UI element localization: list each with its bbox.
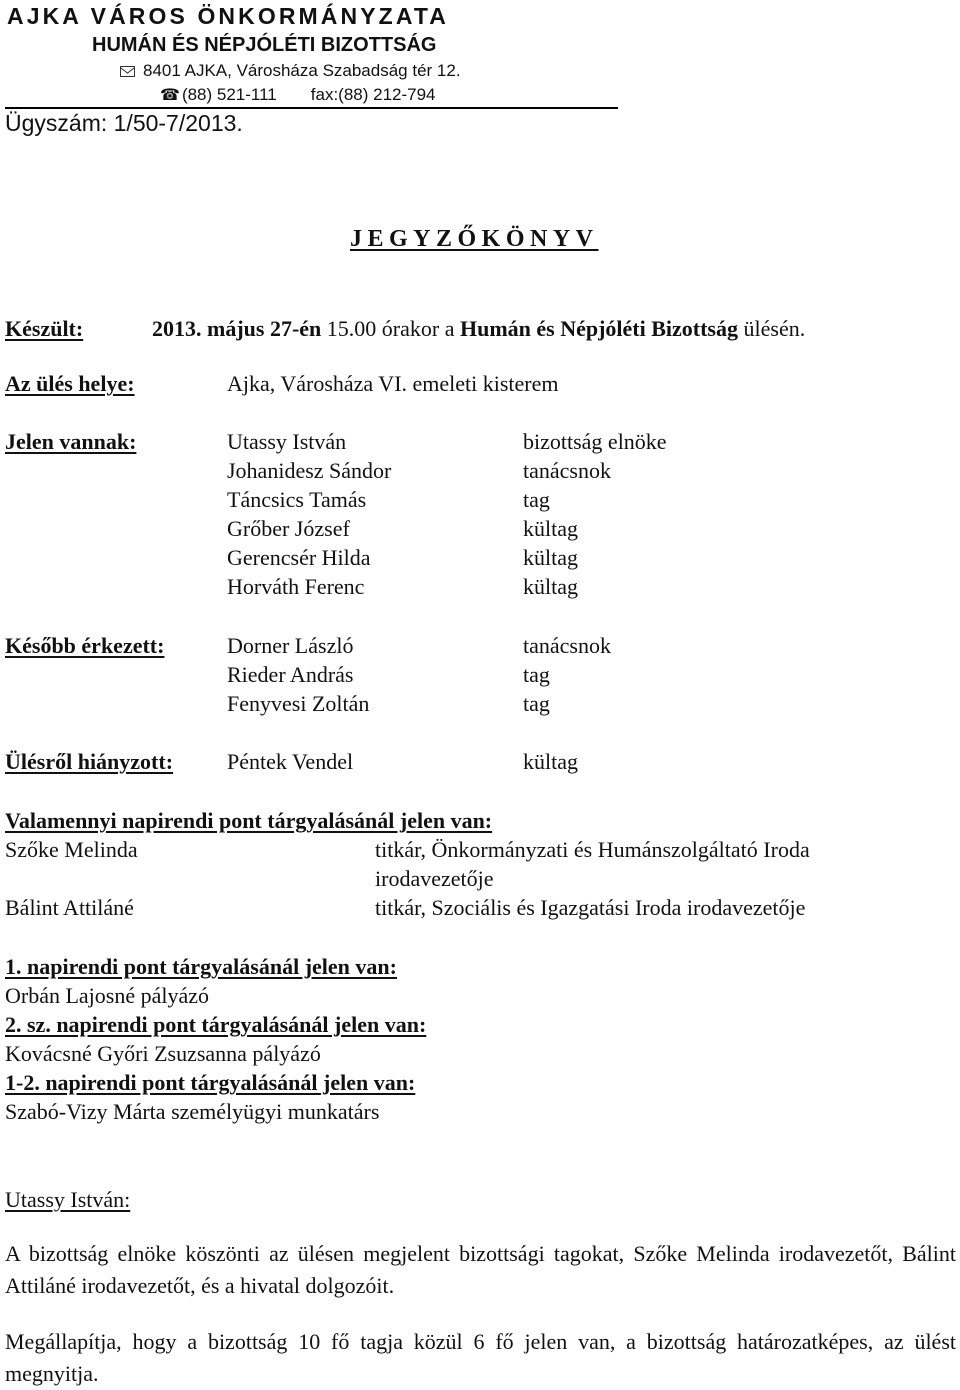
agenda-person: Szabó-Vizy Márta személyügyi munkatárs (5, 1099, 380, 1124)
member-role: tanácsnok (523, 458, 611, 483)
attendee-role-continued: irodavezetője (375, 866, 494, 891)
absent-label: Ülésről hiányzott: (5, 749, 174, 774)
agenda-heading: 1. napirendi pont tárgyalásánál jelen van: (5, 954, 397, 979)
attendee-role: titkár, Önkormányzati és Humánszolgáltató Iroda (375, 837, 810, 862)
agenda-heading: 2. sz. napirendi pont tárgyalásánál jelen van: (5, 1012, 427, 1037)
member-name: Dorner László (227, 633, 354, 658)
member-name: Táncsics Tamás (227, 487, 367, 512)
member-name: Grőber József (227, 516, 350, 541)
member-role: tanácsnok (523, 633, 611, 658)
member-role: kültag (523, 516, 578, 541)
attendee-name: Bálint Attiláné (5, 895, 134, 920)
made-label: Készült: (5, 316, 84, 341)
member-role: bizottság elnöke (523, 429, 667, 454)
made-value (152, 314, 805, 343)
header-divider (5, 107, 618, 109)
meeting-committee: Humán és Népjóléti Bizottság (459, 316, 738, 341)
late-label: Később érkezett: (5, 633, 165, 658)
member-role: tag (523, 691, 550, 716)
present-label: Jelen vannak: (5, 429, 137, 454)
member-name: Gerencsér Hilda (227, 545, 371, 570)
phone-number: (88) 521-111 (181, 85, 277, 104)
attendee-role: titkár, Szociális és Igazgatási Iroda irodavezetője (375, 895, 806, 920)
member-name: Horváth Ferenc (227, 574, 365, 599)
place-label: Az ülés helye: (5, 371, 135, 396)
meeting-date: 2013. május 27-én (152, 316, 322, 341)
member-name: Fenyvesi Zoltán (227, 691, 370, 716)
address-line (120, 61, 461, 81)
meeting-time: 15.00 órakor a (321, 316, 460, 341)
meeting-suffix: ülésén. (738, 316, 806, 341)
member-role: kültag (523, 545, 578, 570)
speech-paragraph: A bizottság elnöke köszönti az ülésen megjelent bizottsági tagokat, Szőke Melinda irodavezetőt, Bálint Attiláné irodavezetőt, és a hivatal dolgozóit. (5, 1241, 956, 1298)
address-text: 8401 AJKA, Városháza Szabadság tér 12. (143, 61, 461, 80)
attendee-name: Szőke Melinda (5, 837, 138, 862)
case-number: Ügyszám: 1/50-7/2013. (5, 110, 243, 136)
speech-paragraph: Megállapítja, hogy a bizottság 10 fő tagja közül 6 fő jelen van, a bizottság határozatképes, az ülést megnyitja. (5, 1329, 956, 1386)
organization-name: AJKA VÁROS ÖNKORMÁNYZATA (7, 3, 449, 29)
committee-name: HUMÁN ÉS NÉPJÓLÉTI BIZOTTSÁG (92, 34, 437, 56)
envelope-icon (120, 66, 135, 77)
member-name: Johanidesz Sándor (227, 458, 392, 483)
member-role: kültag (523, 749, 578, 774)
member-role: tag (523, 487, 550, 512)
phone-line (160, 85, 436, 105)
member-role: kültag (523, 574, 578, 599)
agenda-person: Orbán Lajosné pályázó (5, 983, 210, 1008)
speaker-name: Utassy István: (5, 1187, 131, 1212)
document-title: JEGYZŐKÖNYV (350, 226, 599, 252)
member-name: Utassy István (227, 429, 347, 454)
agenda-heading: 1-2. napirendi pont tárgyalásánál jelen van: (5, 1070, 416, 1095)
member-name: Péntek Vendel (227, 749, 354, 774)
agenda-person: Kovácsné Győri Zsuzsanna pályázó (5, 1041, 321, 1066)
fax-number: fax:(88) 212-794 (310, 85, 436, 104)
member-name: Rieder András (227, 662, 354, 687)
all-points-heading: Valamennyi napirendi pont tárgyalásánál jelen van: (5, 808, 493, 833)
member-role: tag (523, 662, 550, 687)
telephone-icon: ☎ (160, 87, 180, 104)
place-value: Ajka, Városháza VI. emeleti kisterem (227, 371, 559, 396)
